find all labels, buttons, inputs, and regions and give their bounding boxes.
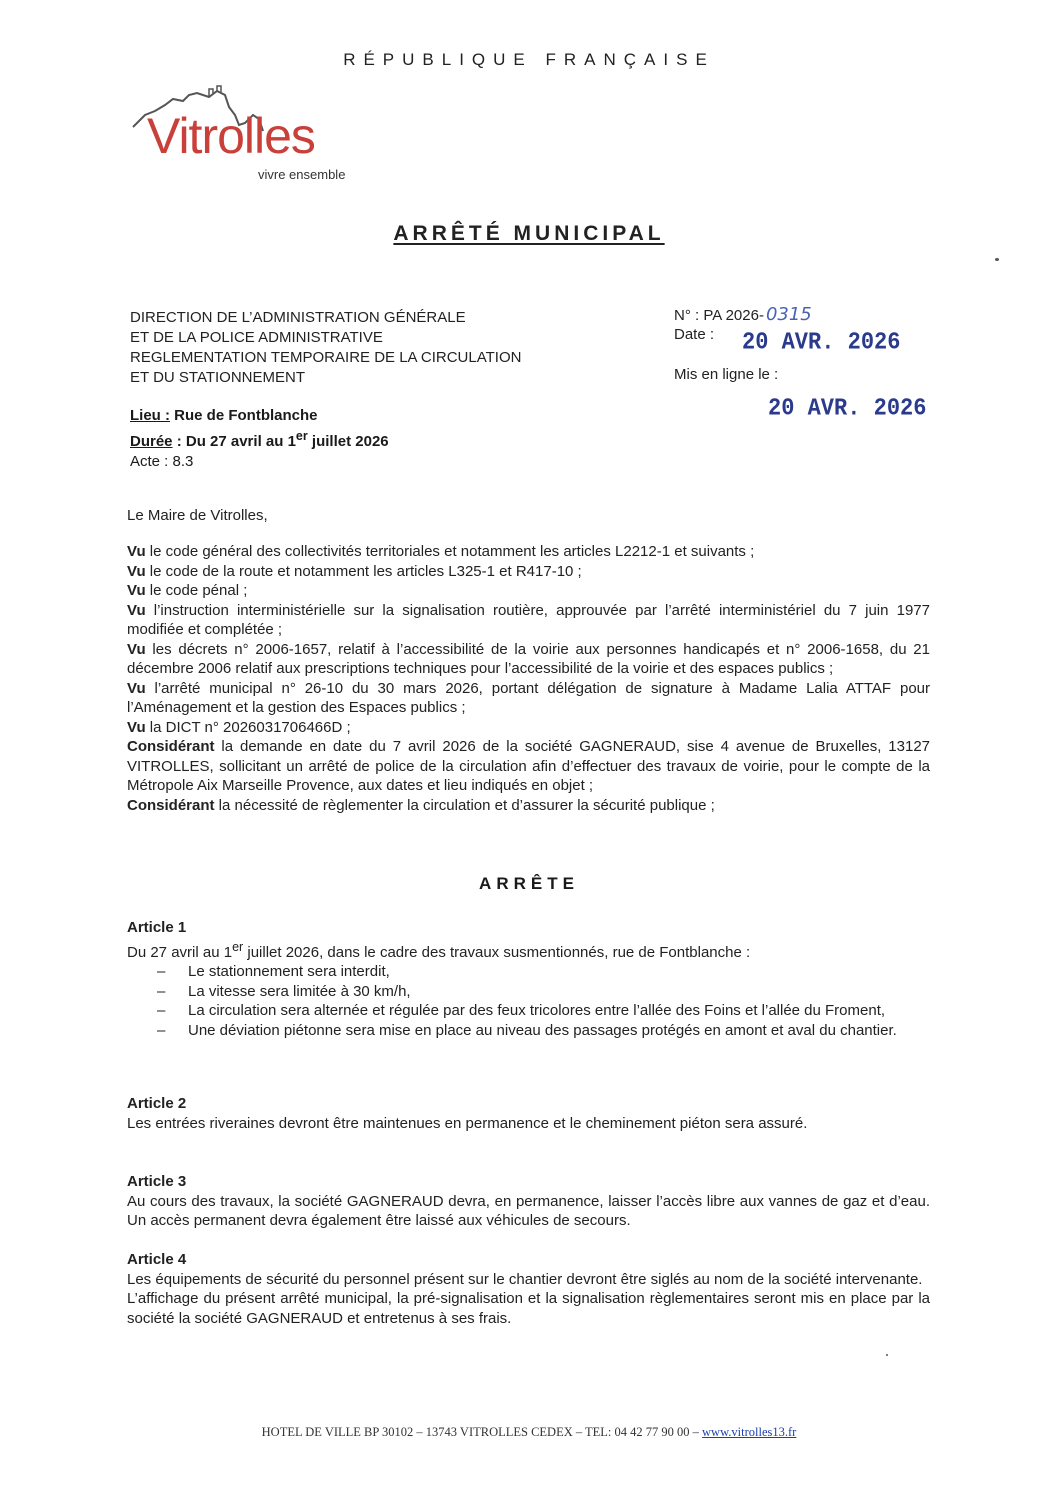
visa-item <box>127 601 930 640</box>
visa-text: la demande en date du 7 avril 2026 de la société GAGNERAUD, sise 4 avenue de Bruxelles, 13127 VITROLLES, sollicitant un arrêté de police de la circulation afin d’effectuer des travaux de voirie, pour le compte de la Métropole Aix Marseille Provence, aux dates et lieu indiqués en objet ; <box>127 738 930 794</box>
article-1 <box>127 918 930 1040</box>
visa-keyword: Vu <box>127 640 146 658</box>
visa-item <box>127 679 930 718</box>
footer <box>0 1425 1058 1440</box>
visa-item <box>127 581 930 601</box>
article-1-intro-sup: er <box>232 939 244 954</box>
visas-block <box>127 542 930 815</box>
direction-line: ET DE LA POLICE ADMINISTRATIVE <box>130 329 383 346</box>
maire-line: Le Maire de Vitrolles, <box>127 507 268 524</box>
visa-item <box>127 737 930 796</box>
visa-keyword: Vu <box>127 582 146 599</box>
footer-address: HOTEL DE VILLE BP 30102 – 13743 VITROLLES CEDEX – TEL: 04 42 77 90 00 – <box>261 1425 703 1439</box>
article-3 <box>127 1172 930 1231</box>
article-1-list <box>127 962 930 1040</box>
republique-francaise-header: RÉPUBLIQUE FRANÇAISE <box>343 50 715 69</box>
logo-wordmark: Vitrolles <box>147 108 315 164</box>
article-3-title: Article 3 <box>127 1173 187 1190</box>
online-label: Mis en ligne le : <box>674 366 779 383</box>
list-item: – La vitesse sera limitée à 30 km/h, <box>127 982 930 1002</box>
arrete-number-handwritten: 0315 <box>765 304 812 325</box>
arrete-number-label: N° : PA 2026- <box>674 307 764 324</box>
duree-label: Durée <box>130 433 173 450</box>
vitrolles-logo <box>125 85 395 195</box>
document-title <box>0 222 1058 246</box>
direction-block <box>130 308 521 388</box>
visa-text: l’arrêté municipal n° 26-10 du 30 mars 2026, portant délégation de signature à Madame Lalia ATTAF pour l’Aménagement et la gestion des Espaces publics ; <box>127 679 930 716</box>
duree-line <box>130 426 389 452</box>
article-4 <box>127 1250 930 1328</box>
visa-item <box>127 718 930 738</box>
visa-item <box>127 542 930 562</box>
visa-keyword: Vu <box>127 718 146 736</box>
article-1-title: Article 1 <box>127 919 187 936</box>
visa-keyword: Vu <box>127 562 146 580</box>
scan-speck <box>995 258 999 261</box>
duree-value: : Du 27 avril au 1 <box>172 433 296 450</box>
visa-text: le code pénal ; <box>145 582 248 599</box>
date-label: Date : <box>674 326 715 343</box>
arrete-number <box>674 304 812 325</box>
date-stamp: 20 AVR. 2026 <box>742 328 901 357</box>
duree-sup: er <box>295 429 308 443</box>
visa-text: les décrets n° 2006-1657, relatif à l’accessibilité de la voirie aux personnes handicapés et n° 2006-1658, du 21 décembre 2006 relatif aux prescriptions techniques pour l’accessibilité de la voirie et des espaces publics ; <box>127 640 930 677</box>
visa-text: la nécessité de règlementer la circulation et d’assurer la sécurité publique ; <box>214 796 715 814</box>
article-4-text-2: L’affichage du présent arrêté municipal, la pré-signalisation et la signalisation règlementaires seront mis en place par la société la société GAGNERAUD et entretenus à ses frais. <box>127 1290 930 1327</box>
article-4-text-1: Les équipements de sécurité du personnel présent sur le chantier devront être siglés au nom de la société intervenante. <box>127 1270 923 1288</box>
lieu-line <box>130 406 389 426</box>
visa-text: le code général des collectivités territoriales et notamment les articles L2212-1 et suivants ; <box>145 543 755 560</box>
visa-text: l’instruction interministérielle sur la signalisation routière, approuvée par l’arrêté interministériel du 7 juin 1977 modifiée et complétée ; <box>127 601 930 638</box>
visa-text: la DICT n° 2026031706466D ; <box>145 718 351 736</box>
lieu-label: Lieu : <box>130 407 170 424</box>
document-title-text: ARRÊTÉ MUNICIPAL <box>393 222 665 245</box>
article-4-title: Article 4 <box>127 1251 187 1268</box>
direction-line: REGLEMENTATION TEMPORAIRE DE LA CIRCULATION <box>130 349 522 366</box>
lieu-value: Rue de Fontblanche <box>170 407 318 424</box>
article-2-title: Article 2 <box>127 1095 187 1112</box>
visa-item <box>127 562 930 582</box>
article-1-intro-text: Du 27 avril au 1 <box>127 943 233 961</box>
visa-keyword: Vu <box>127 679 146 697</box>
duree-value-end: juillet 2026 <box>307 433 389 450</box>
list-item: – Une déviation piétonne sera mise en place au niveau des passages protégés en amont et aval du chantier. <box>127 1021 930 1041</box>
article-2-text: Les entrées riveraines devront être maintenues en permanence et le cheminement piéton sera assuré. <box>127 1114 808 1132</box>
direction-line: DIRECTION DE L’ADMINISTRATION GÉNÉRALE <box>130 309 466 326</box>
subject-block <box>130 406 389 472</box>
article-2 <box>127 1094 930 1133</box>
visa-text: le code de la route et notamment les articles L325-1 et R417-10 ; <box>145 562 582 580</box>
visa-keyword: Considérant <box>127 796 215 814</box>
scan-speck <box>886 1354 888 1356</box>
list-item: – La circulation sera alternée et régulée par des feux tricolores entre l’allée des Foins et l’allée du Froment, <box>127 1001 930 1021</box>
acte-line: Acte : 8.3 <box>130 453 194 470</box>
online-stamp: 20 AVR. 2026 <box>768 394 927 423</box>
article-1-intro <box>127 938 930 963</box>
visa-item <box>127 640 930 679</box>
list-item: – Le stationnement sera interdit, <box>127 962 930 982</box>
visa-keyword: Considérant <box>127 738 215 755</box>
article-3-text: Au cours des travaux, la société GAGNERAUD devra, en permanence, laisser l’accès libre aux vannes de gaz et d’eau. Un accès permanent devra également être laissé aux véhicules de secours. <box>127 1192 930 1229</box>
direction-line: ET DU STATIONNEMENT <box>130 369 306 386</box>
visa-item <box>127 796 930 816</box>
visa-keyword: Vu <box>127 543 146 560</box>
arrete-heading: ARRÊTE <box>479 874 579 893</box>
logo-tagline: vivre ensemble <box>258 167 346 182</box>
article-1-intro-text-end: juillet 2026, dans le cadre des travaux susmentionnés, rue de Fontblanche : <box>243 943 751 961</box>
visa-keyword: Vu <box>127 601 146 619</box>
footer-website-link[interactable]: www.vitrolles13.fr <box>702 1425 797 1439</box>
